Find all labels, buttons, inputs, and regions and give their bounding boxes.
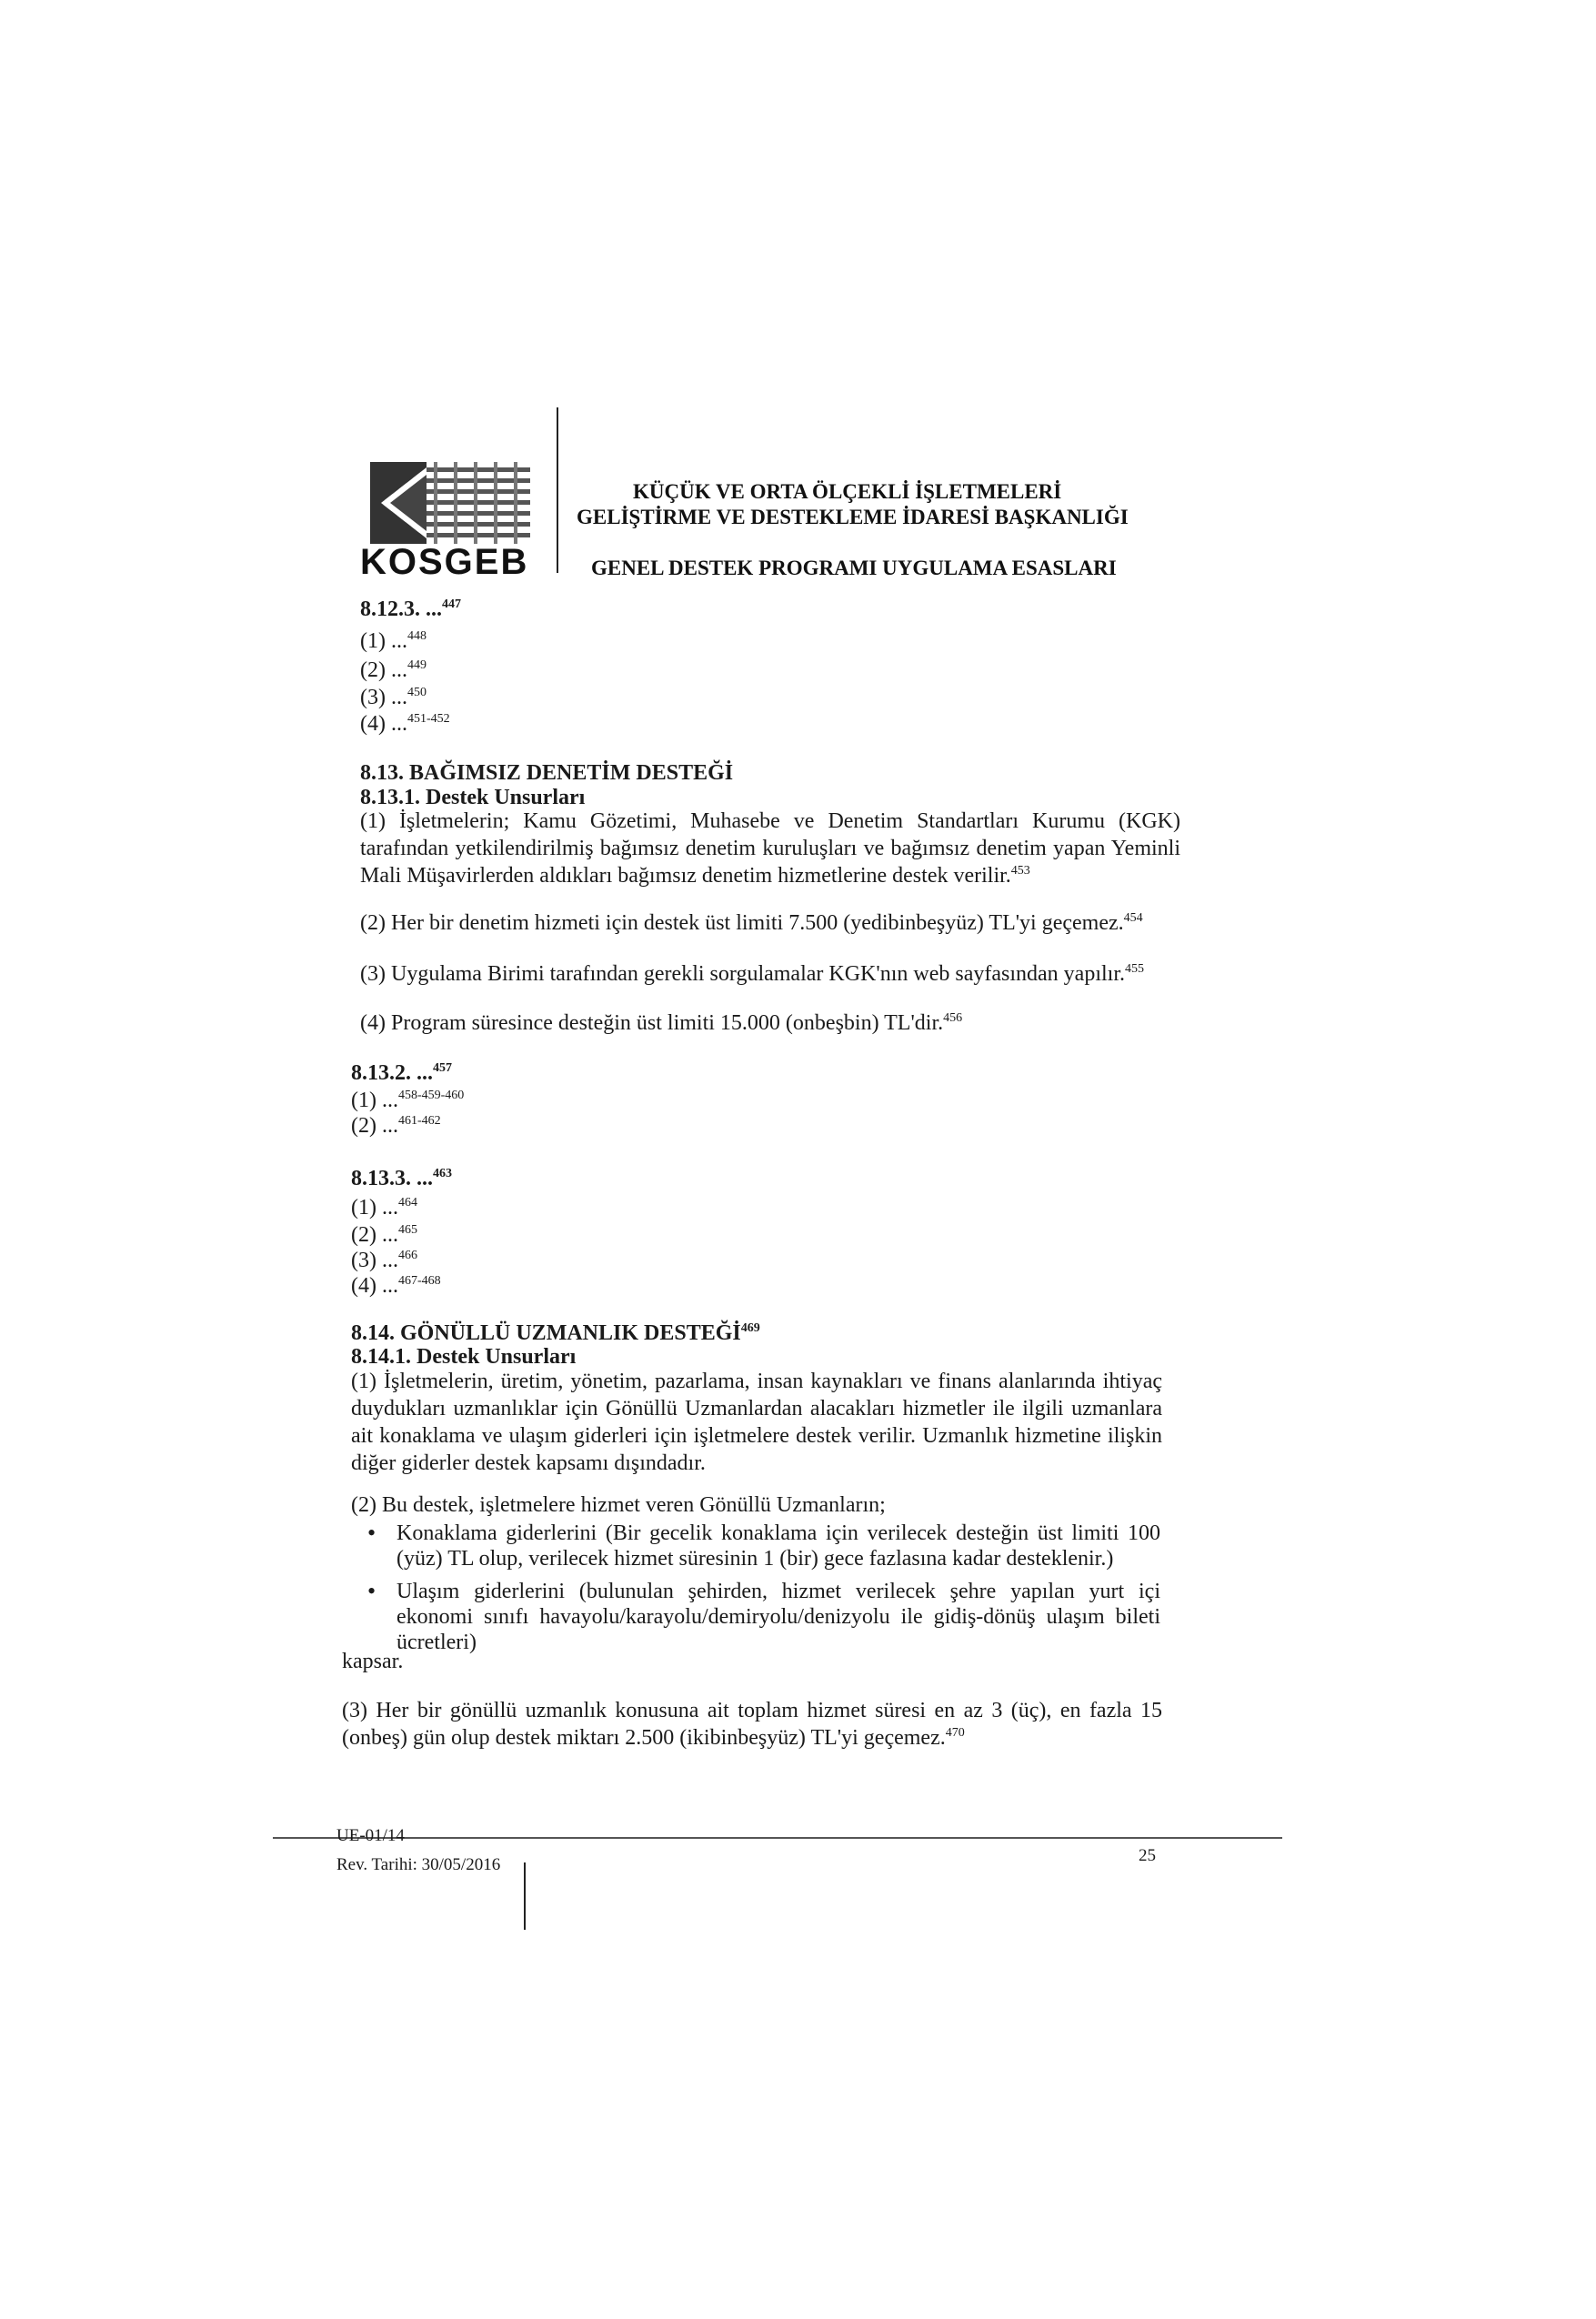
list-item: (1) ...$^{448}$ [360,629,427,653]
section-heading: 8.12.3. ...$^{447}$ [360,597,461,621]
paragraph: (3) Her bir gönüllü uzmanlık konusuna ait toplam hizmet süresi en az 3 (üç), en fazla 15 (onbeş) gün olup destek miktarı 2.500 (ikibinbeşyüz) TL'yi geçemez.$^{470}$ [342,1699,1162,1750]
paragraph: (4) Program süresince desteğin üst limiti 15.000 (onbeşbin) TL'dir.$^{456}$ [360,1011,963,1035]
subsection-heading: 8.14.1. Destek Unsurları [351,1345,577,1369]
list-item: (1) ...$^{458-459-460}$ [351,1089,465,1112]
header-divider [557,407,558,573]
list-item: (3) ...$^{450}$ [360,686,427,709]
section-heading: 8.13. BAĞIMSIZ DENETİM DESTEĞİ [360,761,734,785]
list-item: (2) ...$^{461-462}$ [351,1114,441,1138]
list-item: (4) ...$^{467-468}$ [351,1274,441,1298]
paragraph: (2) Bu destek, işletmelere hizmet veren Gönüllü Uzmanların; [351,1493,886,1517]
list-item: (1) ...$^{464}$ [351,1196,417,1220]
list-item: (2) ...$^{449}$ [360,658,427,682]
footer-vertical-rule [524,1862,526,1930]
paragraph: (3) Uygulama Birimi tarafından gerekli sorgulamalar KGK'nın web sayfasından yapılır.$^{455}$ [360,962,1144,986]
logo-text: KOSGEB [360,542,529,582]
paragraph: (1) İşletmelerin; Kamu Gözetimi, Muhasebe ve Denetim Standartları Kurumu (KGK) tarafından yetkilendirilmiş bağımsız denetim kuruluşları ve bağımsız denetim yapan Yeminli Mali Müşavirlerden aldıkları bağımsız denetim hizmetlerine destek verilir.$^{453}$ [360,809,1180,888]
paragraph: (1) İşletmelerin, üretim, yönetim, pazarlama, insan kaynakları ve finans alanlarında ihtiyaç duydukları uzmanlıklar için Gönüllü Uzmanlardan alacakları hizmetler ile ilgili uzmanlara ait konaklama ve ulaşım giderleri için işletmelere destek verilir. Uzmanlık hizmetine ilişkin diğer giderler destek kapsamı dışındadır. [351,1370,1162,1475]
paragraph: (2) Her bir denetim hizmeti için destek üst limiti 7.500 (yedibinbeşyüz) TL'yi geçemez.$^{454}$ [360,911,1143,935]
paragraph: kapsar. [342,1650,404,1673]
list-item: (4) ...$^{451-452}$ [360,712,450,736]
footer-revision-date: Rev. Tarihi: 30/05/2016 [336,1855,501,1874]
footer-divider [273,1837,1282,1839]
list-item: (3) ...$^{466}$ [351,1249,417,1272]
section-heading: 8.13.3. ...$^{463}$ [351,1167,452,1190]
section-heading: 8.13.2. ...$^{457}$ [351,1061,452,1085]
bullet-list [364,1521,1160,1662]
page-number: 25 [1139,1846,1156,1865]
section-heading: 8.14. GÖNÜLLÜ UZMANLIK DESTEĞİ$^{469}$ [351,1321,760,1345]
list-item: • Konaklama giderlerini (Bir gecelik konaklama için verilecek desteğin üst limiti 100 (yüz) TL olup, verilecek hizmet süresinin 1 (bir) gece fazlasına kadar desteklenir.) [364,1521,1160,1571]
header-org-line2: GELİŞTİRME VE DESTEKLEME İDARESİ BAŞKANLIĞI [577,506,1129,528]
kosgeb-logo-icon [370,462,530,544]
list-item: • Ulaşım giderlerini (bulunulan şehirden, hizmet verilecek şehre yapılan yurt içi ekonomi sınıfı havayolu/karayolu/demiryolu/denizyolu ile gidiş-dönüş ulaşım bileti ücretleri) [364,1579,1160,1655]
header-doc-title: GENEL DESTEK PROGRAMI UYGULAMA ESASLARI [591,557,1117,579]
header-org-line1: KÜÇÜK VE ORTA ÖLÇEKLİ İŞLETMELERİ [633,480,1062,503]
footer-doc-code: UE-01/14 [336,1826,405,1845]
list-item: (2) ...$^{465}$ [351,1223,417,1247]
subsection-heading: 8.13.1. Destek Unsurları [360,786,586,809]
footnote-ref: 447 [442,597,461,611]
